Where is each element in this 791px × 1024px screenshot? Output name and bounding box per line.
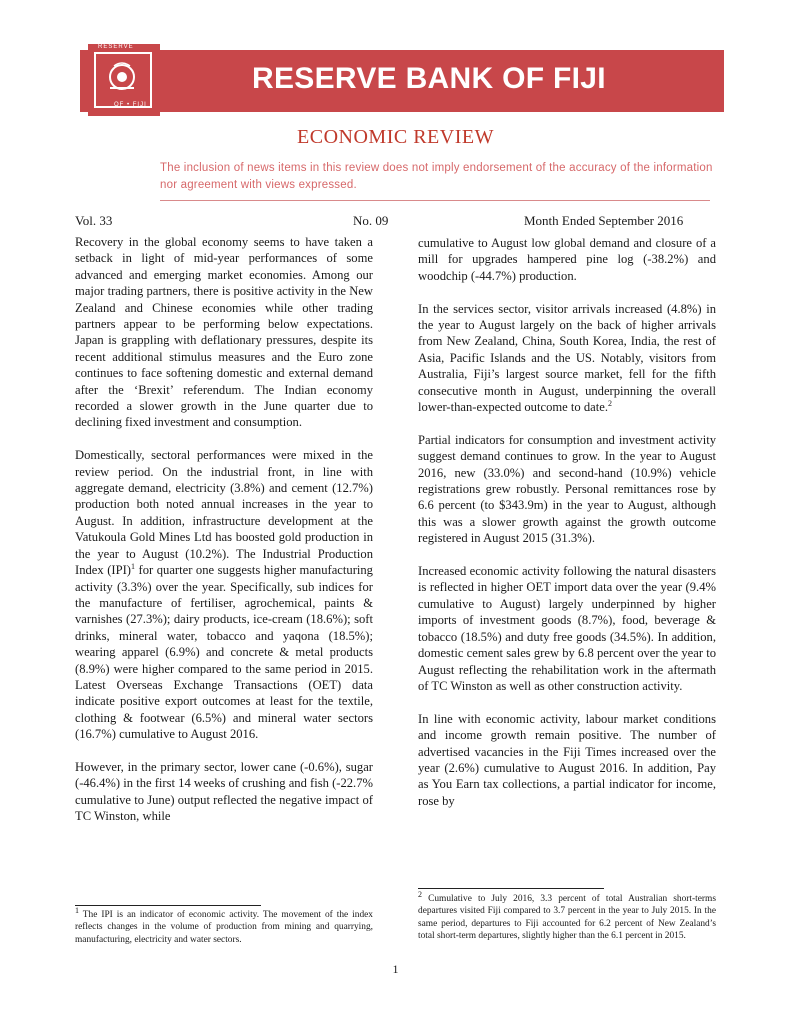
paragraph-labour-market: In line with economic activity, labour market conditions and income growth remain positive. The number of advertised vacancies in the Fiji Times increased over the year (2.6%) cumulative to August 2016. In addition, Pay as You Earn tax collections, a partial indicator for income, rose by	[418, 711, 716, 808]
paragraph-services-sector	[418, 301, 716, 416]
issue-number: No. 09	[353, 213, 389, 228]
footnote-text: Cumulative to July 2016, 3.3 percent of total Australian short-terms departures visited Fiji compared to 3.7 percent in the year to July 2015. In the same period, departures to Fiji accounted for 6.2 percent of New Zealand’s total short-term departures, slightly higher than the 6.1 percent in 2015.	[418, 894, 716, 942]
footnote-rule-left	[75, 905, 261, 906]
right-column	[418, 235, 716, 826]
bank-name-title: RESERVE BANK OF FIJI	[252, 62, 606, 95]
paragraph-text: Domestically, sectoral performances were mixed in the review period. On the industrial front, in line with aggregate demand, electricity (3.8%) and cement (12.7%) production both noted annual increases in the year to August. In addition, infrastructure development at the Vatukoula Gold Mines Ltd has boosted gold production in the year to August (10.2%). The Industrial Production Index (IPI)	[75, 448, 373, 578]
disclaimer-text: The inclusion of news items in this review does not imply endorsement of the accuracy of the information nor agreement with views expressed.	[160, 162, 713, 191]
paragraph-global-economy: Recovery in the global economy seems to have taken a setback in light of mid-year performances of some advanced and emerging market economies. Among our major trading partners, there is positive activity in the New Zealand and Chinese economies while other trading partners appear to be performing below expectations. Japan is grappling with deflationary pressures, despite its recent additional stimulus measures and the Euro zone continues to face softening domestic and external demand after the ‘Brexit’ referendum. The Indian economy recorded a slower growth in the June quarter due to declining fixed investment and consumption.	[75, 235, 373, 430]
footnote-rule-right	[418, 888, 604, 889]
footnote-1	[75, 905, 373, 946]
logo-top-text: RESERVE	[98, 44, 134, 50]
paragraph-text: In the services sector, visitor arrivals increased (4.8%) in the year to August largely on the back of higher arrivals from New Zealand, China, South Korea, India, the rest of Asia, Pacific Islands and the US. Notably, visitors from Australia, Fiji’s largest source market, fell for the fifth consecutive month in August, underpinning the overall lower-than-expected outcome to date.	[418, 301, 716, 415]
footnote-ref-2: 2	[607, 398, 612, 408]
review-title: ECONOMIC REVIEW	[297, 126, 494, 148]
header-divider	[160, 200, 710, 201]
seal-emblem-icon	[102, 58, 142, 98]
paragraph-primary-sector: However, in the primary sector, lower cane (-0.6%), sugar (-46.4%) in the first 14 weeks of crushing and fish (-22.7% cumulative to June) output reflected the negative impact of TC Winston, while	[75, 759, 373, 824]
logo-bottom-text: OF • FIJI	[114, 102, 147, 108]
paragraph-imports: Increased economic activity following the natural disasters is reflected in higher OET import data over the year (9.4% cumulative to August) largely underpinned by higher imports of investment goods (8.7%), food, beverage & tobacco (18.5%) and duty free goods (34.5%). In addition, domestic cement sales grew by 6.8 percent over the year to August reflecting the rehabilitation work in the aftermath of TC Winston as well as other construction activity.	[418, 564, 716, 693]
footnote-2	[418, 889, 716, 943]
left-column	[75, 234, 373, 841]
footnote-number: 2	[418, 889, 422, 899]
paragraph-consumption-investment: Partial indicators for consumption and investment activity suggest demand continues to grow. In the year to August 2016, new (33.0%) and second-hand (10.9%) vehicle registrations grew robustly. Personal remittances rose by 6.6 percent (to $343.9m) in the year to August, although this was a slower growth against the growth outcome registered in August 2015 (31.3%).	[418, 432, 716, 546]
paragraph-forestry: cumulative to August low global demand and closure of a mill for upgrades hampered pine log (-38.2%) and woodchip (-44.7%) production.	[418, 236, 716, 283]
page-number: 1	[392, 962, 399, 976]
paragraph-domestic-sectors	[75, 447, 373, 742]
reserve-bank-logo	[88, 44, 160, 116]
volume-label: Vol. 33	[75, 213, 113, 228]
footnote-number: 1	[75, 905, 79, 915]
paragraph-text: for quarter one suggests higher manufacturing activity (3.3%) over the year. Specifically, sub indices for the manufacture of fertiliser, agrochemical, paints & varnishes (27.3%); dairy products, ice-cream (18.6%); soft drinks, mineral water, tobacco and yaqona (18.5%); wearing apparel (6.9%) and concrete & metal products (8.9%) were higher compared to the same period in 2015. Latest Overseas Exchange Transactions (OET) data indicate positive export outcomes at least for the textile, clothing & footwear (6.5%) and mineral water sectors (16.7%) cumulative to August 2016.	[75, 563, 373, 742]
footnote-text: The IPI is an indicator of economic activity. The movement of the index reflects changes in the volume of production from mining and quarrying, manufacturing, electricity and water sectors.	[75, 910, 373, 945]
footnote-ref-1: 1	[130, 561, 135, 571]
period-label: Month Ended September 2016	[524, 213, 684, 228]
